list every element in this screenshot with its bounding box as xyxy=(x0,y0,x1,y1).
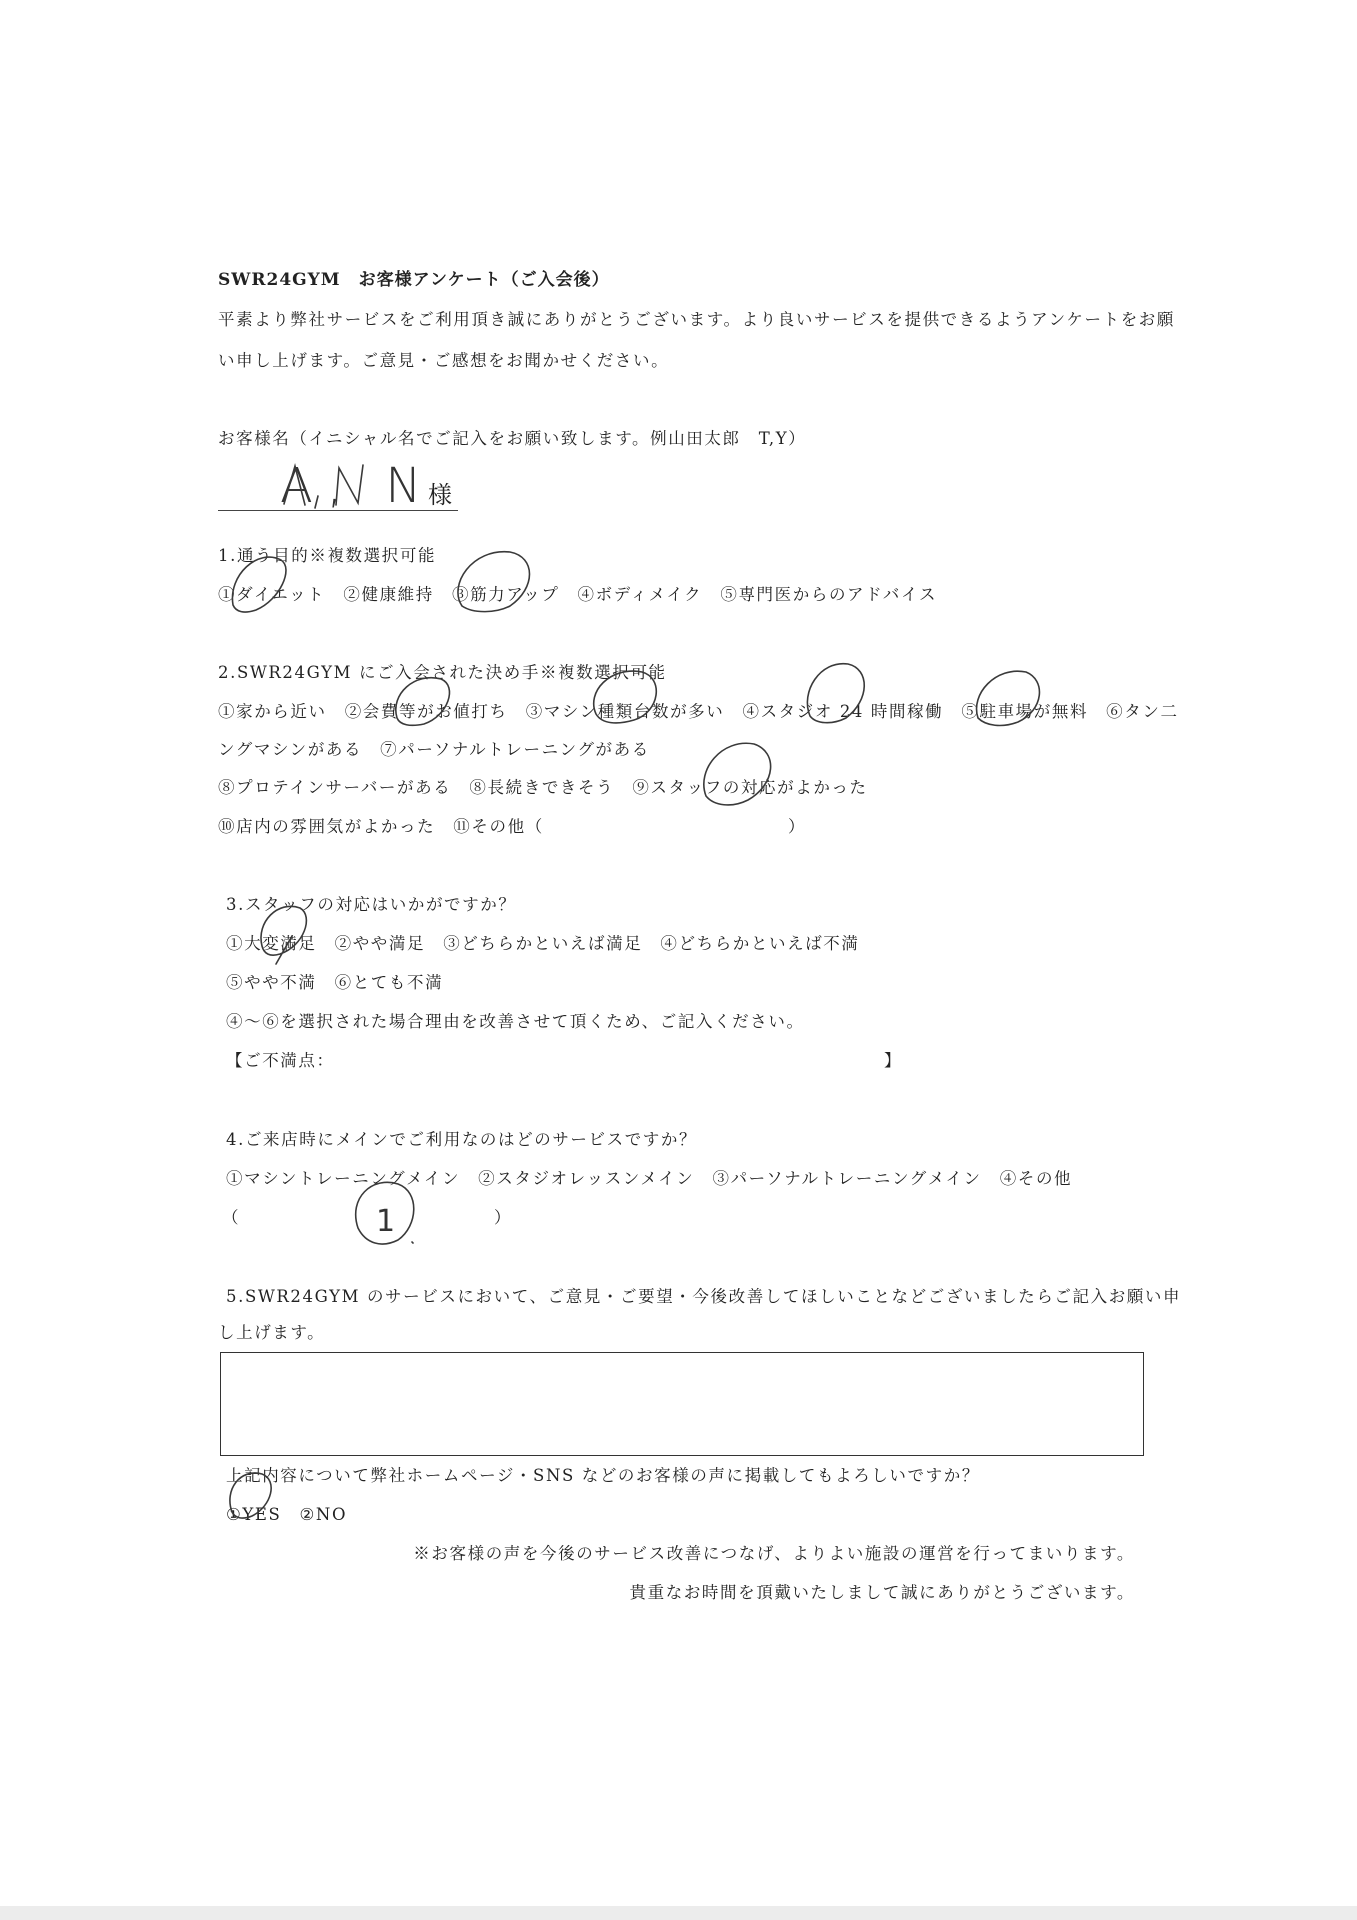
q4-question: 4.ご来店時にメインでご利用なのはどのサービスですか？ xyxy=(226,1130,698,1149)
publish-options: ①YES ②NO xyxy=(226,1505,348,1524)
q2-options-line-4: ⑩店内の雰囲気がよかった ⑪その他（ xyxy=(218,817,544,836)
initial-n-stroke xyxy=(336,465,363,505)
name-honorific: 様 xyxy=(428,481,454,509)
q4-answer-dot xyxy=(412,1242,413,1243)
q3-instruction: ④～⑥を選択された場合理由を改善させて頂くため、ご記入ください。 xyxy=(226,1012,805,1031)
handwritten-initials: A, N xyxy=(280,458,436,514)
q1-options: ①ダイエット ②健康維持 ③筋力アップ ④ボディメイク ⑤専門医からのアドバイス xyxy=(218,585,938,604)
q4-handwritten-answer: 1 xyxy=(376,1204,396,1239)
q2-parking-circle xyxy=(977,671,1040,725)
q2-options-line-2: ングマシンがある ⑦パーソナルトレーニングがある xyxy=(218,740,650,759)
q1-muscle-circle xyxy=(458,552,530,612)
publish-question: 上記内容について弊社ホームページ・SNS などのお客様の声に掲載してもよろしいですか？ xyxy=(226,1466,980,1485)
q1-diet-circle xyxy=(232,557,286,612)
q3-complaint-label: 【ご不満点： xyxy=(226,1051,335,1070)
q2-machine-circle xyxy=(594,671,657,723)
q5-question-line-2: し上げます。 xyxy=(218,1323,326,1342)
q3-options-line-1: ①大変満足 ②やや満足 ③どちらかといえば満足 ④どちらかといえば不満 xyxy=(226,934,860,953)
q2-other-close: ） xyxy=(788,817,807,836)
q2-cost-circle xyxy=(396,678,450,726)
q3-options-line-2: ⑤やや不満 ⑥とても不満 xyxy=(226,973,444,992)
q2-options-line-1: ①家から近い ②会費等がお値打ち ③マシン種類台数が多い ④スタジオ 24 時間稼働 ⑤駐車場が無料 ⑥タン二 xyxy=(218,702,1179,721)
page-title: SWR24GYM お客様アンケート（ご入会後） xyxy=(218,270,610,290)
q1-question: 1.通う目的※複数選択可能 xyxy=(218,546,437,565)
q5-question-line-1: 5.SWR24GYM のサービスにおいて、ご意見・ご要望・今後改善してほしいことなどございましたらご記入お願い申 xyxy=(226,1287,1182,1306)
q4-other-open: （ xyxy=(222,1208,241,1227)
initial-a-stroke xyxy=(284,466,305,505)
q2-options-line-3: ⑧プロテインサーバーがある ⑧長続きできそう ⑨スタッフの対応がよかった xyxy=(218,778,868,797)
name-prompt: お客様名（イニシャル名でご記入をお願い致します。例山田太郎 T,Y） xyxy=(218,429,807,448)
intro-line-2: い申し上げます。ご意見・ご感想をお聞かせください。 xyxy=(218,351,670,370)
q2-staff-circle xyxy=(704,743,771,805)
initial-comma-stroke xyxy=(315,496,318,508)
intro-line-1: 平素より弊社サービスをご利用頂き誠にありがとうございます。より良いサービスを提供できるようアンケートをお願 xyxy=(218,310,1175,329)
publish-yes-circle xyxy=(230,1473,271,1518)
q2-question: 2.SWR24GYM にご入会された決め手※複数選択可能 xyxy=(218,663,667,682)
closing-line-1: ※お客様の声を今後のサービス改善につなげ、よりよい施設の運営を行ってまいります。 xyxy=(413,1544,1135,1563)
q4-other-close: ） xyxy=(494,1208,513,1227)
scan-bottom-edge xyxy=(0,1906,1357,1920)
q4-options: ①マシントレーニングメイン ②スタジオレッスンメイン ③パーソナルトレーニングメイン ④その他 xyxy=(226,1169,1073,1188)
q3-question: 3.スタッフの対応はいかがですか？ xyxy=(226,895,517,914)
closing-line-2: 貴重なお時間を頂戴いたしまして誠にありがとうございます。 xyxy=(629,1583,1135,1602)
q2-studio-circle xyxy=(807,664,864,723)
q3-very-satisfied-circle xyxy=(261,906,306,964)
q3-complaint-close: 】 xyxy=(884,1051,903,1070)
q4-answer-circle xyxy=(356,1182,414,1244)
